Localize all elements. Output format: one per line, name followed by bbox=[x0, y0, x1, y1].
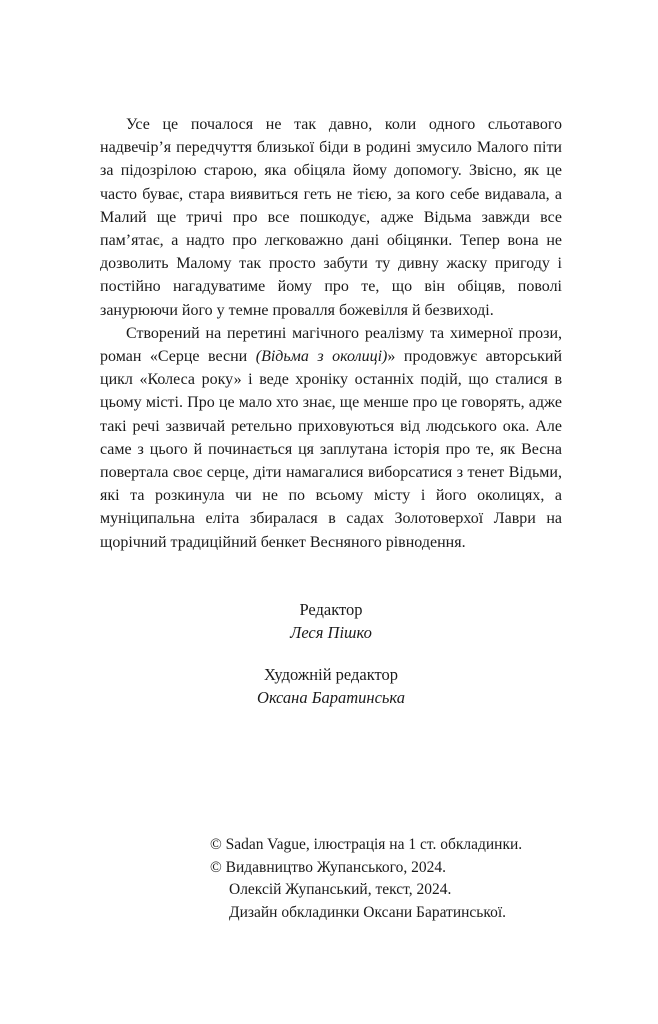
copyright-publisher: © Видавництво Жупанського, 2024. bbox=[210, 858, 447, 876]
annotation-text-part: » продовжує авторський цикл «Колеса року» і веде хроніку останніх подій, що сталися в цьому місті. Про це мало хто знає, ще менше про це говорять, адже такі речі зазвичай ретельно приховуються від людського ока. Але саме з цього й починається ця заплутана історія про те, як Весна повертала своє серце, діти намагалися виборсатися з тенет Відьми, які та розкинула чи не по всьому місту і його околицях, а муніципальна еліта збиралася в садах Золотоверхої Лаври на щорічний традиційний бенкет Весняного рівнодення. bbox=[100, 348, 563, 551]
annotation-paragraph-1: Усе це почалося не так давно, коли одного сльотавого надвечір’я передчуття близької біди в родині змусило Малого піти за підозрілою старою, яка обіцяла йому допомогу. Звісно, як це часто буває, стара виявиться геть не тією, за кого себе видавала, а Малий ще тричі про все пошкодує, адже Відьма завжди все пам’ятає, а надто про легковажно дані обіцянки. Тепер вона не дозволить Малому так просто забути ту дивну жаску пригоду і постійно нагадуватиме йому про те, що він обіцяв, поволі занурюючи його у темне провалля божевілля й безвиході. bbox=[100, 116, 562, 319]
art-editor-role: Художній редактор bbox=[263, 665, 399, 684]
copyright-text-author: Олексій Жупанський, текст, 2024. bbox=[229, 881, 452, 898]
annotation-paragraph-2 bbox=[100, 322, 562, 554]
annotation-text-part: Створений на перетині магічного реалізму та химерної прози, роман «Серце весни bbox=[100, 324, 562, 366]
editor-name: Леся Пішко bbox=[290, 623, 372, 642]
art-editor-name: Оксана Баратинська bbox=[257, 688, 405, 707]
novel-subtitle: (Відьма з околиці) bbox=[255, 348, 388, 366]
copyright-cover-design: Дизайн обкладинки Оксани Баратинської. bbox=[229, 903, 507, 921]
editor-role: Редактор bbox=[299, 600, 363, 619]
copyright-block bbox=[210, 834, 590, 924]
art-editor-credit bbox=[100, 663, 562, 709]
copyright-illustration: © Sadan Vague, ілюстрація на 1 ст. обкладинки. bbox=[210, 836, 523, 853]
book-annotation bbox=[100, 113, 562, 554]
editor-credit bbox=[100, 598, 562, 644]
